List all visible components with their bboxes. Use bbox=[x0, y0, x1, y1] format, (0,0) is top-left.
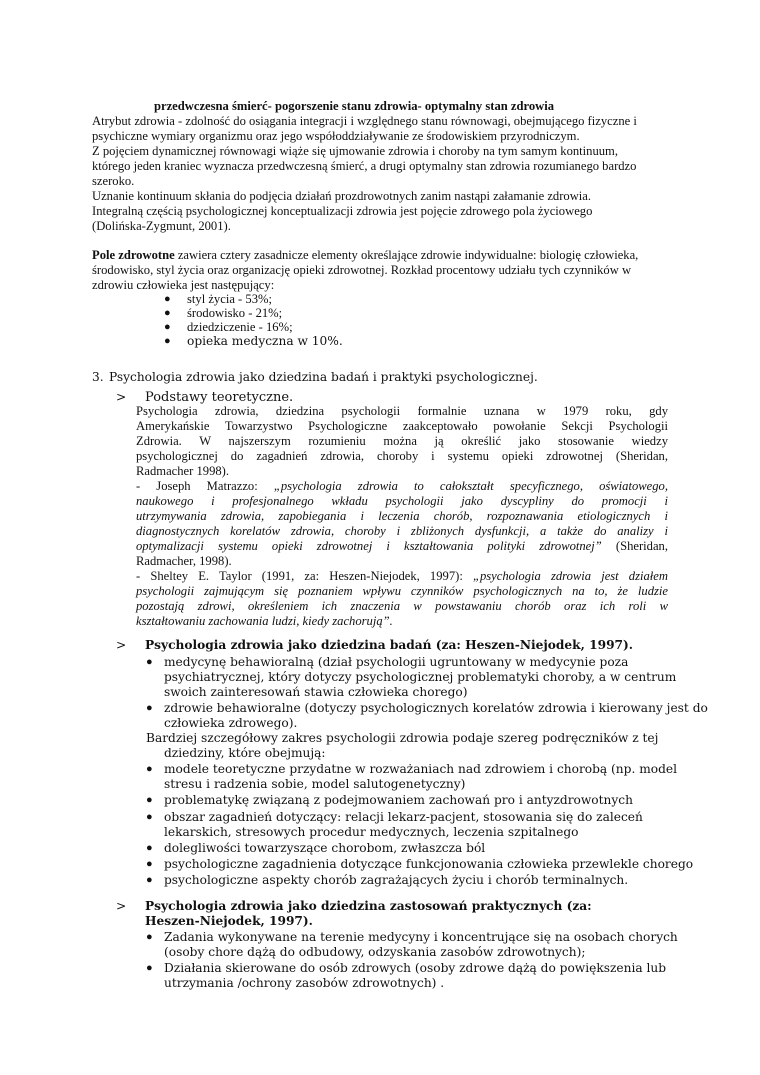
quote-line bbox=[136, 539, 668, 554]
list-item: problematykę związaną z podejmowaniem zachowań pro i antyzdrowotnych bbox=[164, 793, 633, 807]
bullet-icon: ● bbox=[146, 811, 153, 823]
praktyczne-heading: Psychologia zdrowia jako dziedzina zastosowań praktycznych (za: bbox=[145, 899, 592, 913]
intro-line: Z pojęciem dynamicznej równowagi wiąże się ujmowanie zdrowia i choroby na tym samym kontinuum, bbox=[92, 144, 618, 158]
bullet-icon: ● bbox=[146, 763, 153, 775]
list-item: styl życia - 53%; bbox=[187, 292, 272, 306]
podstawy-line: Psychologia zdrowia, dziedzina psychologii formalnie uznana w 1979 roku, gdy bbox=[136, 404, 668, 418]
pole-term: Pole zdrowotne bbox=[92, 248, 175, 262]
intro-line: szeroko. bbox=[92, 174, 135, 188]
quote-citation: Radmacher, 1998). bbox=[136, 554, 232, 568]
page-title: przedwczesna śmierć- pogorszenie stanu zdrowia- optymalny stan zdrowia bbox=[154, 99, 555, 113]
section-3-number: 3. bbox=[92, 370, 104, 384]
arrow-marker-icon: > bbox=[116, 390, 127, 404]
bullet-icon: ● bbox=[164, 293, 171, 305]
quote-line: diagnostycznych korelatów zdrowia, choroby i zbliżonych dysfunkcji, a także do analizy i bbox=[136, 524, 668, 538]
bullet-icon: ● bbox=[146, 794, 153, 806]
intro-line: (Dolińska-Zygmunt, 2001). bbox=[92, 219, 231, 233]
quote-line: psychologii zajmującym się poznaniem wpływu czynników psychologicznych na to, że ludzie bbox=[136, 584, 668, 598]
intro-line: Integralną częścią psychologicznej konceptualizacji zdrowia jest pojęcie zdrowego pola życiowego bbox=[92, 204, 593, 218]
list-item: Zadania wykonywane na terenie medycyny i koncentrujące się na osobach chorych bbox=[164, 930, 678, 944]
intro-line: którego jeden kraniec wyznacza przedwczesną śmierć, a drugi optymalny stan zdrowia rozumianego bardzo bbox=[92, 159, 637, 173]
bullet-icon: ● bbox=[164, 335, 171, 347]
quote-line: naukowego i profesjonalnego wkładu psychologii jako dyscypliny do promocji i bbox=[136, 494, 668, 508]
badan-para-line: Bardziej szczegółowy zakres psychologii zdrowia podaje szereg podręczników z tej bbox=[146, 731, 659, 745]
quote-text: optymalizacji systemu opieki zdrowotnej i kształtowania polityki zdrowotnej” bbox=[136, 539, 602, 553]
podstawy-heading: Podstawy teoretyczne. bbox=[145, 390, 294, 405]
list-item: psychologiczne aspekty chorób zagrażających życiu i chorób terminalnych. bbox=[164, 873, 629, 887]
intro-line: psychiczne wymiary organizmu oraz jego współoddziaływanie ze środowiskiem przyrodniczym. bbox=[92, 129, 580, 143]
list-item: utrzymania /ochrony zasobów zdrowotnych) . bbox=[164, 976, 445, 990]
podstawy-line: Zdrowia. W najszerszym rozumieniu można ją określić jako stosowanie wiedzy bbox=[136, 434, 668, 448]
list-item: (osoby chore dążą do odbudowy, odzyskania zasobów zdrowotnych); bbox=[164, 945, 586, 959]
quote-text: „psychologia zdrowia to całokształt specyficznego, oświatowego, bbox=[273, 479, 668, 493]
list-item: Działania skierowane do osób zdrowych (osoby zdrowe dążą do powiększenia lub bbox=[164, 961, 667, 975]
pole-line bbox=[92, 248, 638, 263]
quote-author: - Joseph Matrazzo: bbox=[136, 479, 274, 493]
list-item: modele teoretyczne przydatne w rozważaniach nad zdrowiem i chorobą (np. model bbox=[164, 762, 678, 776]
podstawy-line: Radmacher 1998). bbox=[136, 464, 230, 478]
quote-line bbox=[136, 569, 668, 584]
quote-line bbox=[136, 479, 668, 494]
quote-author: - Sheltey E. Taylor (1991, za: Heszen-Niejodek, 1997): bbox=[136, 569, 473, 583]
podstawy-line: Amerykańskie Towarzystwo Psychologiczne zaakceptowało powołanie Sekcji Psychologii bbox=[136, 419, 668, 433]
list-item: medycynę behawioralną (dział psychologii ugruntowany w medycynie poza bbox=[164, 655, 629, 669]
quote-text: „psychologia zdrowia jest działem bbox=[472, 569, 668, 583]
podstawy-line: psychologicznej do zagadnień zdrowia, choroby i systemu opieki zdrowotnej (Sheridan, bbox=[136, 449, 668, 463]
list-item: psychologiczne zagadnienia dotyczące funkcjonowania człowieka przewlekle chorego bbox=[164, 857, 694, 871]
list-item: lekarskich, stresowych procedur medycznych, leczenia szpitalnego bbox=[164, 825, 579, 839]
intro-line: Uznanie kontinuum skłania do podjęcia działań prozdrowotnych zanim nastąpi załamanie zdrowia. bbox=[92, 189, 592, 203]
section-3-heading: Psychologia zdrowia jako dziedzina badań i praktyki psychologicznej. bbox=[109, 370, 538, 384]
badan-heading: Psychologia zdrowia jako dziedzina badań (za: Heszen-Niejodek, 1997). bbox=[145, 638, 634, 652]
bullet-icon: ● bbox=[146, 962, 153, 974]
quote-citation: (Sheridan, bbox=[601, 539, 668, 553]
bullet-icon: ● bbox=[164, 321, 171, 333]
intro-line: Atrybut zdrowia - zdolność do osiągania integracji i względnego stanu równowagi, obejmującego fizyczne i bbox=[92, 114, 637, 128]
quote-line: pozostają zdrowi, określeniem ich znaczenia w powstawaniu chorób oraz ich roli w bbox=[136, 599, 668, 613]
list-item: obszar zagadnień dotyczący: relacji lekarz-pacjent, stosowania się do zaleceń bbox=[164, 810, 643, 824]
badan-para-line: dziedziny, które obejmują: bbox=[164, 746, 326, 760]
pole-text: zawiera cztery zasadnicze elementy określające zdrowie indywidualne: biologię człowieka, bbox=[174, 248, 639, 262]
bullet-icon: ● bbox=[146, 858, 153, 870]
list-item: człowieka zdrowego). bbox=[164, 716, 298, 730]
bullet-icon: ● bbox=[146, 656, 153, 668]
list-item: dolegliwości towarzyszące chorobom, zwłaszcza ból bbox=[164, 841, 486, 855]
pole-line: zdrowiu człowieka jest następujący: bbox=[92, 278, 275, 292]
list-item: zdrowie behawioralne (dotyczy psychologicznych korelatów zdrowia i kierowany jest do bbox=[164, 701, 708, 715]
list-item: psychiatrycznej, który dotyczy psychologicznej problematyki choroby, a w centrum bbox=[164, 670, 677, 684]
bullet-icon: ● bbox=[146, 874, 153, 886]
list-item: środowisko - 21%; bbox=[187, 306, 283, 320]
list-item: stresu i radzenia sobie, model salutogenetyczny) bbox=[164, 777, 466, 791]
arrow-marker-icon: > bbox=[116, 899, 127, 913]
quote-line: utrzymywania zdrowia, zapobiegania i leczenia chorób, rozpoznawania etiologicznych i bbox=[136, 509, 668, 523]
list-item: dziedziczenie - 16%; bbox=[187, 320, 293, 334]
list-item: swoich zainteresowań stawia człowieka chorego) bbox=[164, 685, 468, 699]
bullet-icon: ● bbox=[146, 931, 153, 943]
bullet-icon: ● bbox=[146, 842, 153, 854]
bullet-icon: ● bbox=[164, 307, 171, 319]
praktyczne-heading: Heszen-Niejodek, 1997). bbox=[145, 914, 313, 928]
list-item: opieka medyczna w 10%. bbox=[187, 334, 343, 348]
quote-line: kształtowaniu zachowania ludzi, kiedy zachorują”. bbox=[136, 614, 393, 628]
bullet-icon: ● bbox=[146, 702, 153, 714]
arrow-marker-icon: > bbox=[116, 638, 127, 652]
pole-line: środowisko, styl życia oraz organizację opieki zdrowotnej. Rozkład procentowy udziału tych czynników w bbox=[92, 263, 632, 277]
